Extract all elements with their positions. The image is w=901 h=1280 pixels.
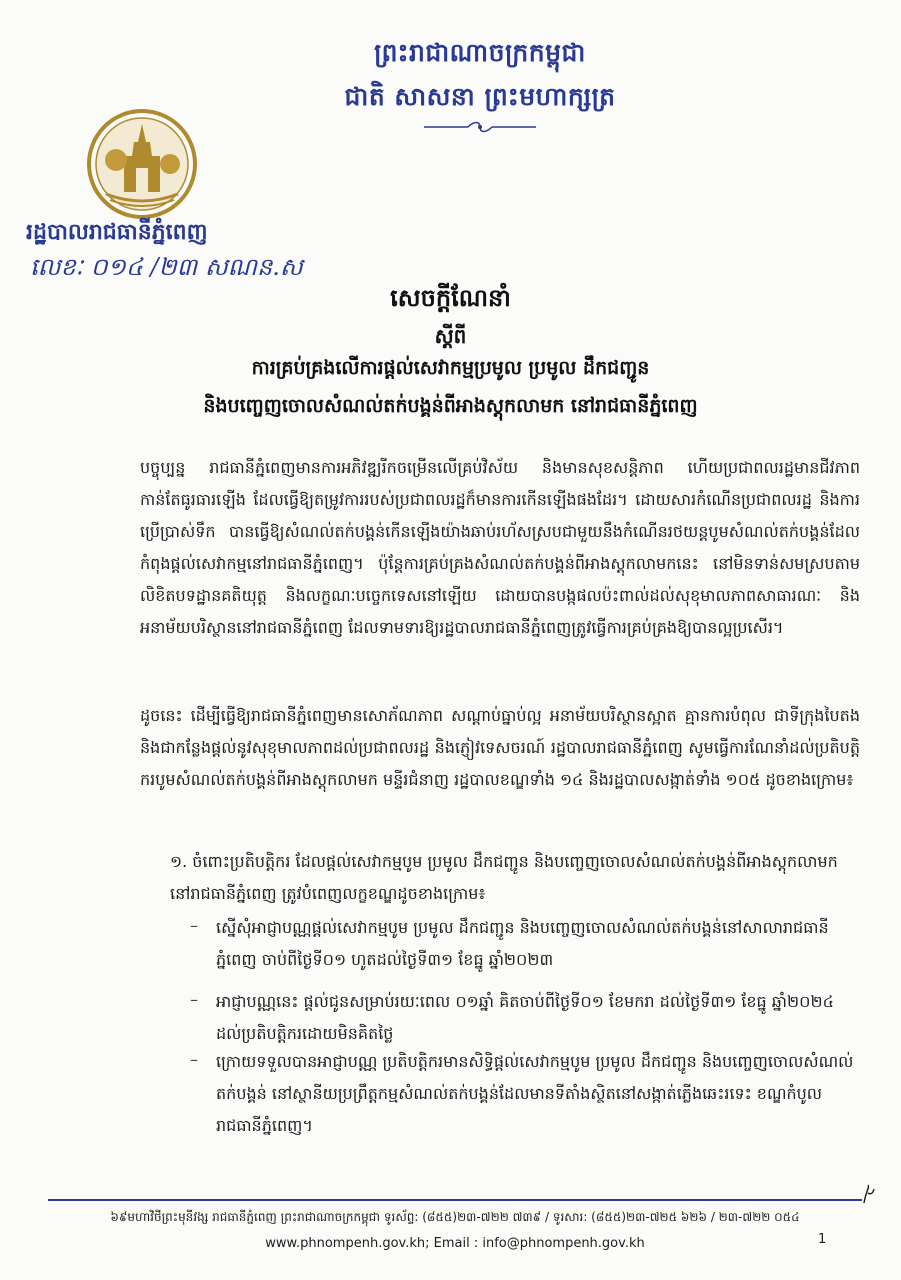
footer-divider	[48, 1199, 862, 1201]
issuing-office: រដ្ឋបាលរាជធានីភ្នំពេញ	[26, 219, 208, 245]
footer-address: ៦៩មហាវិថីព្រះមុនីវង្ស រាជធានីភ្នំពេញ ព្រះរាជាណាចក្រកម្ពុជា ទូរស័ព្ទ: (៨៥៥)២៣-៧២២ ៧៣៩ / ទូរសារ: (៨៥៥)២៣-៧២៥ ៦២៦ / ២៣-៧២២ ០៥៤	[110, 1210, 800, 1224]
national-motto: ជាតិ សាសនា ព្រះមហាក្សត្រ	[344, 82, 616, 111]
dash-icon: –	[190, 916, 198, 935]
document-type: សេចក្តីណែនាំ	[390, 283, 511, 312]
dash-icon: –	[190, 1050, 198, 1069]
list-item: អាជ្ញាបណ្ណនេះ ផ្តល់ជូនសម្រាប់រយៈពេល ០១ឆ្នាំ គិតចាប់ពីថ្ងៃទី០១ ខែមករា ដល់ថ្ងៃទី៣១ ខែធ្នូ ឆ្នាំ២០២៤ ដល់ប្រតិបត្តិករដោយមិនគិតថ្លៃ	[216, 992, 834, 1043]
body-paragraph-2: ដូចនេះ ដើម្បីធ្វើឱ្យរាជធានីភ្នំពេញមានសោភ័ណភាព សណ្តាប់ធ្នាប់ល្អ អនាម័យបរិស្ថានស្អាត គ្មានការបំពុល ជាទីក្រុងបៃតង និងជាកន្លែងផ្តល់នូវសុខុមាលភាពដល់ប្រជាពលរដ្ឋ និងភ្ញៀវទេសចរណ៍ រដ្ឋបាលរាជធានីភ្នំពេញ សូមធ្វើការណែនាំដល់ប្រតិបត្តិករបូមសំណល់តក់បង្គន់ពីអាងស្តុកលាមក មន្ទីរជំនាញ រដ្ឋបាលខណ្ឌទាំង ១៤ និងរដ្ឋបាលសង្កាត់ទាំង ១០៥ ដូចខាងក្រោម៖	[140, 706, 860, 789]
kingdom-header: ព្រះរាជាណាចក្រកម្ពុជា	[374, 38, 586, 67]
page-number: 1	[818, 1232, 827, 1247]
document-about: ស្តីពី	[434, 324, 467, 348]
subject-line-1: ការគ្រប់គ្រងលើការផ្តល់សេវាកម្មប្រមូល ប្រមូល ដឹកជញ្ជូន	[251, 357, 650, 379]
reference-number: លេខៈ ០១៤ /២៣ សណន.ស	[30, 253, 303, 281]
body-paragraph-1: បច្ចុប្បន្ន រាជធានីភ្នំពេញមានការអភិវឌ្ឍរីកចម្រើនលើគ្រប់វិស័យ និងមានសុខសន្តិភាព ហើយប្រជាពលរដ្ឋមានជីវភាពកាន់តែធូរធារឡើង ដែលធ្វើឱ្យតម្រូវការរបស់ប្រជាពលរដ្ឋក៏មានការកើនឡើងផងដែរ។ ដោយសារកំណើនប្រជាពលរដ្ឋ និងការប្រើប្រាស់ទឹក បានធ្វើឱ្យសំណល់តក់បង្គន់កើនឡើងយ៉ាងឆាប់រហ័សស្របជាមួយនឹងកំណើនរថយន្តបូមសំណល់តក់បង្គន់ដែលកំពុងផ្តល់សេវាកម្មនៅរាជធានីភ្នំពេញ។ ប៉ុន្តែការគ្រប់គ្រងសំណល់តក់បង្គន់ពីអាងស្តុកលាមកនេះ នៅមិនទាន់សមស្របតាមលិខិតបទដ្ឋានគតិយុត្ត និងលក្ខណៈបច្ចេកទេសនៅឡើយ ដោយបានបង្កផលប៉ះពាល់ដល់សុខុមាលភាពសាធារណៈ និងអនាម័យបរិស្ថាននៅរាជធានីភ្នំពេញ ដែលទាមទារឱ្យរដ្ឋបាលរាជធានីភ្នំពេញត្រូវធ្វើការគ្រប់គ្រងឱ្យបានល្អប្រសើរ។	[140, 458, 860, 637]
instruction-item-1: ១. ចំពោះប្រតិបត្តិករ ដែលផ្តល់សេវាកម្មបូម ប្រមូល ដឹកជញ្ជូន និងបញ្ចេញចោលសំណល់តក់បង្គន់ពីអាងស្តុកលាមក នៅរាជធានីភ្នំពេញ ត្រូវបំពេញលក្ខខណ្ឌដូចខាងក្រោម៖	[170, 852, 838, 903]
ornament-divider-icon	[420, 120, 540, 134]
signature-mark-icon	[862, 1183, 876, 1205]
subject-line-2: និងបញ្ចេញចោលសំណល់តក់បង្គន់ពីអាងស្តុកលាមក នៅរាជធានីភ្នំពេញ	[203, 395, 698, 417]
list-item: ស្នើសុំអាជ្ញាបណ្ណផ្តល់សេវាកម្មបូម ប្រមូល ដឹកជញ្ជូន និងបញ្ចេញចោលសំណល់តក់បង្គន់នៅសាលារាជធានីភ្នំពេញ ចាប់ពីថ្ងៃទី០១ ហូតដល់ថ្ងៃទី៣១ ខែធ្នូ ឆ្នាំ២០២៣	[216, 918, 829, 969]
footer-contact: www.phnompenh.gov.kh; Email : info@phnompenh.gov.kh	[265, 1236, 645, 1251]
dash-icon: –	[190, 990, 198, 1009]
list-item: ក្រោយទទួលបានអាជ្ញាបណ្ណ ប្រតិបត្តិករមានសិទ្ធិផ្តល់សេវាកម្មបូម ប្រមូល ដឹកជញ្ជូន និងបញ្ចេញចោលសំណល់តក់បង្គន់ នៅស្ថានីយប្រព្រឹត្តកម្មសំណល់តក់បង្គន់ដែលមានទីតាំងស្ថិតនៅសង្កាត់ភ្លើងឆេះរទេះ ខណ្ឌកំបូល រាជធានីភ្នំពេញ។	[216, 1052, 854, 1135]
phnom-penh-seal-icon	[86, 108, 198, 220]
